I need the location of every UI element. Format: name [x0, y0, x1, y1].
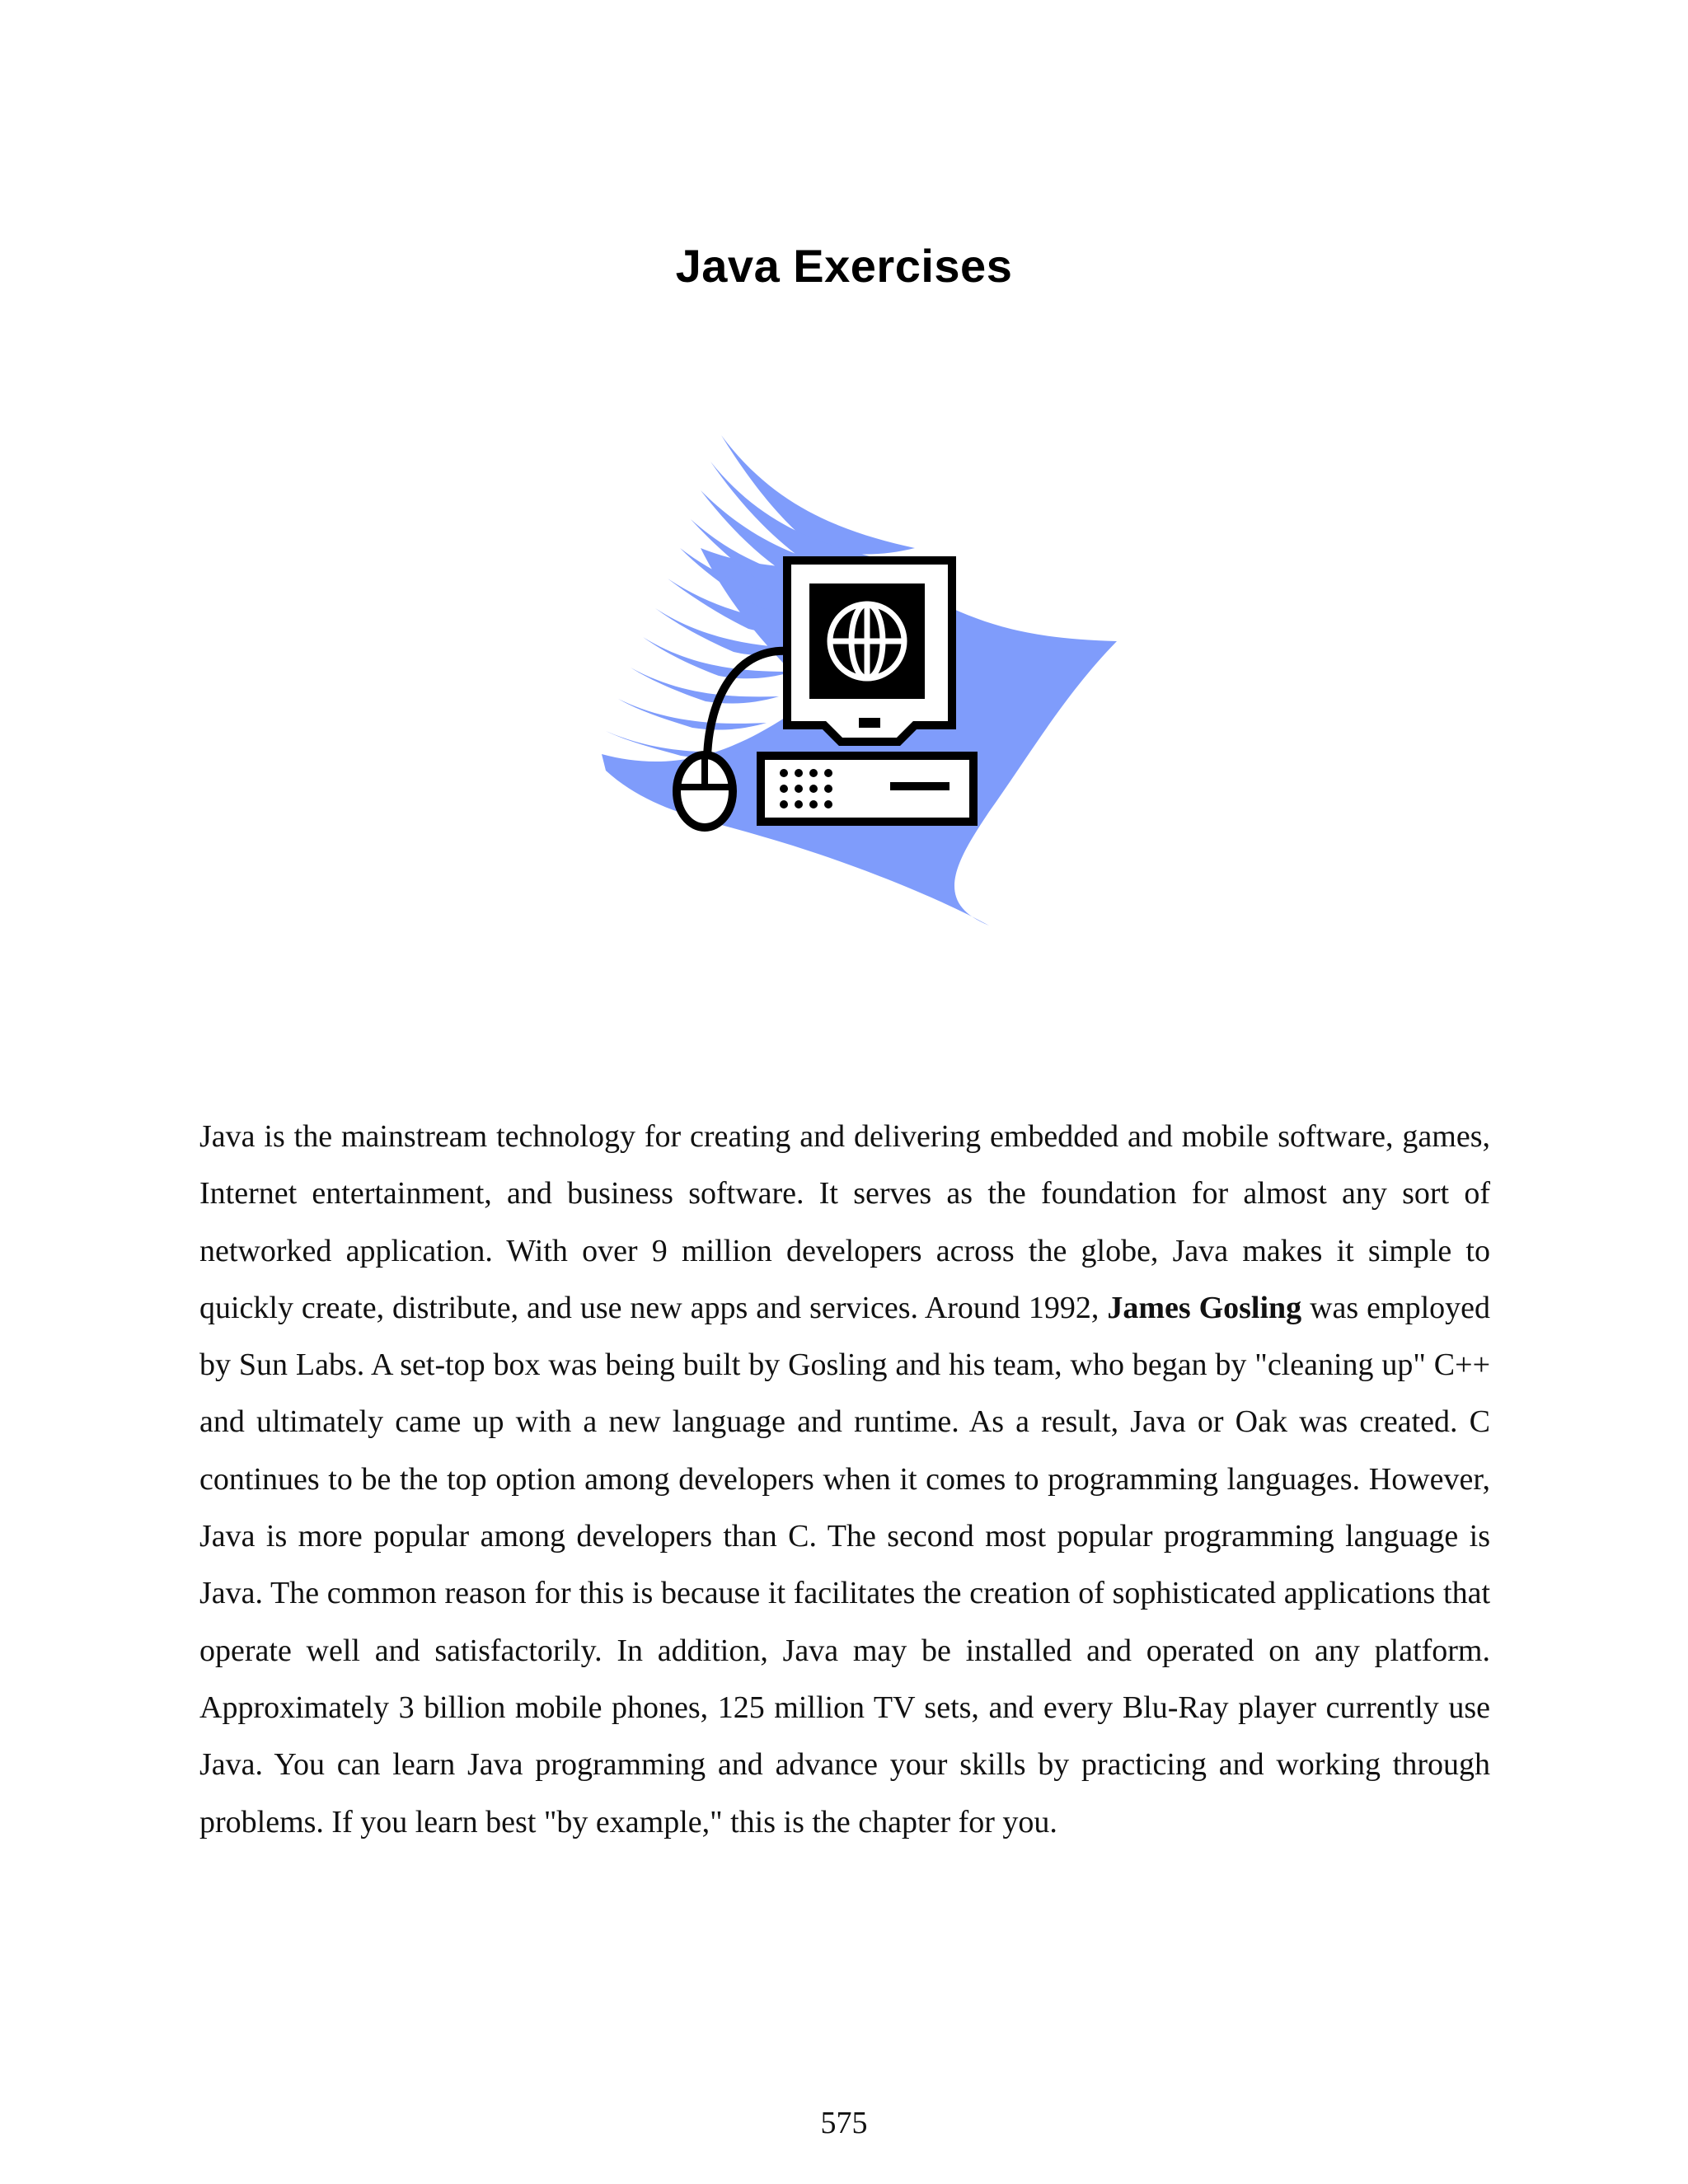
computer-case-graphic: [761, 756, 973, 822]
monitor-graphic: [787, 560, 952, 742]
intro-paragraph: [199, 1108, 1490, 1851]
computer-globe-icon: [569, 424, 1129, 935]
author-name: James Gosling: [1107, 1290, 1302, 1325]
page-number: 575: [820, 2106, 868, 2140]
globe-icon: [830, 604, 904, 678]
paragraph-text-part1: Java is the mainstream technology for creating and delivering embedded and mobile software, games, Internet entertainment, and business software. It serves as the foundation for almost any sort of networked application. With over 9 million developers across the globe, Java makes it simple to quickly create, distribute, and use new apps and services. Around 1992,: [199, 1119, 1490, 1325]
mouse-graphic: [677, 755, 733, 827]
page-title: Java Exercises: [675, 240, 1013, 292]
paragraph-text-part2: was employed by Sun Labs. A set-top box was being built by Gosling and his team, who began by "cleaning up" C++ and ultimately came up with a new language and runtime. As a result, Java or Oak was created. C continues to be the top option among developers when it comes to programming languages. However, Java is more popular among developers than C. The second most popular programming language is Java. The common reason for this is because it facilitates the creation of sophisticated applications that operate well and satisfactorily. In addition, Java may be installed and operated on any platform. Approximately 3 billion mobile phones, 125 million TV sets, and every Blu-Ray player currently use Java. You can learn Java programming and advance your skills by practicing and working through problems. If you learn best "by example," this is the chapter for you.: [199, 1290, 1491, 1840]
